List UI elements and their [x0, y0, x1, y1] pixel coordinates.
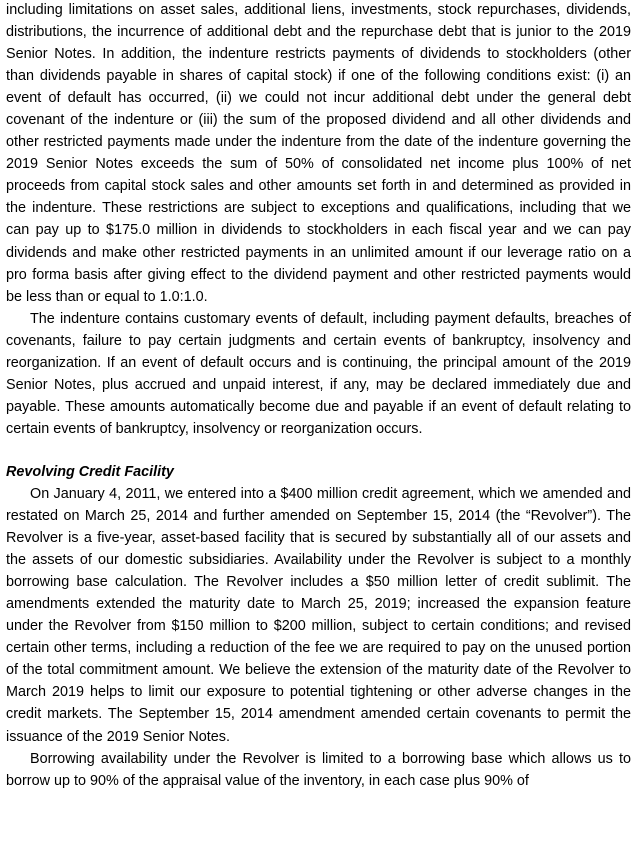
body-paragraph-events-of-default: The indenture contains customary events of default, including payment defaults, breaches of covenants, failure to pay certain judgments and certain events of bankruptcy, insolvency and reorganization. If an event of default occurs and is continuing, the principal amount of the 2019 Senior Notes, plus accrued and unpaid interest, if any, may be declared immediately due and payable. These amounts automatically become due and payable if an event of default relating to certain events of bankruptcy, insolvency or reorganization occurs. — [6, 310, 631, 437]
paragraph-spacer — [6, 440, 631, 461]
body-paragraph-revolver-agreement: On January 4, 2011, we entered into a $400 million credit agreement, which we amended and restated on March 25, 2014 and further amended on September 15, 2014 (the “Revolver”). The Revolver is a five-year, asset-based facility that is secured by substantially all of our assets and the assets of our domestic subsidiaries. Availability under the Revolver is subject to a monthly borrowing base calculation. The Revolver includes a $50 million letter of credit sublimit. The amendments extended the maturity date to March 25, 2019; increased the expansion feature under the Revolver from $150 million to $200 million, subject to certain conditions; and revised certain other terms, including a reduction of the fee we are required to pay on the unused portion of the total commitment amount. We believe the extension of the maturity date of the Revolver to March 2019 helps to limit our exposure to potential tightening or other adverse changes in the credit markets. The September 15, 2014 amendment amended certain covenants to permit the issuance of the 2019 Senior Notes. — [6, 485, 631, 745]
section-heading-revolving-credit-facility: Revolving Credit Facility — [6, 463, 174, 480]
body-paragraph-covenants: including limitations on asset sales, additional liens, investments, stock repurchases, dividends, distributions, the incurrence of additional debt and the repurchase debt that is junior to the 2019 Senior Notes. In addition, the indenture restricts payments of dividends to stockholders (other than dividends payable in shares of capital stock) if one of the following conditions exist: (i) an event of default has occurred, (ii) we could not incur additional debt under the general debt covenant of the indenture or (iii) the sum of the proposed dividend and all other dividends and other restricted payments made under the indenture from the date of the indenture governing the 2019 Senior Notes exceeds the sum of 50% of consolidated net income plus 100% of net proceeds from capital stock sales and other amounts set forth in and determined as provided in the indenture. These restrictions are subject to exceptions and qualifications, including that we can pay up to $175.0 million in dividends to stockholders in each fiscal year and we can pay dividends and make other restricted payments in an unlimited amount if our leverage ratio on a pro forma basis after giving effect to the dividend payment and other restricted payments would be less than or equal to 1.0:1.0. — [6, 2, 631, 305]
body-paragraph-borrowing-availability: Borrowing availability under the Revolver is limited to a borrowing base which allows us to borrow up to 90% of the appraisal value of the inventory, in each case plus 90% of — [6, 750, 631, 789]
